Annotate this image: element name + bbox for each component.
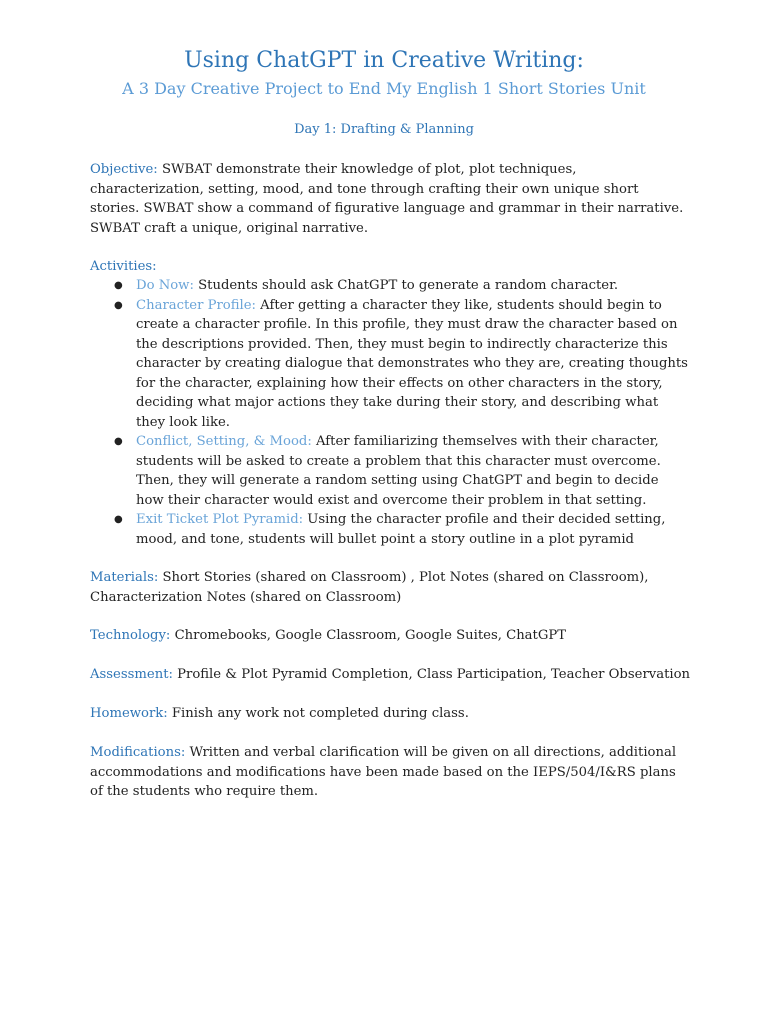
bullet-icon: ● — [114, 514, 123, 525]
list-item — [90, 276, 690, 296]
activity-label: Character Profile: — [136, 297, 256, 313]
homework-text: Finish any work not completed during class. — [167, 706, 469, 721]
list-item — [90, 296, 690, 433]
modifications-label: Modifications: — [90, 745, 186, 760]
assessment-text: Profile & Plot Pyramid Completion, Class Participation, Teacher Observation — [172, 667, 691, 682]
bullet-icon: ● — [114, 299, 123, 311]
activity-label: Do Now: — [136, 278, 194, 293]
objective-text: SWBAT demonstrate their knowledge of plot, plot techniques, characterization, setting, mood, and tone through crafting their own unique short stories. SWBAT show a command of figurative language and grammar in their narrative. SWBAT craft a unique, original narrative. — [90, 162, 684, 236]
materials-text: Short Stories (shared on Classroom) , Plot Notes (shared on Classroom), Characterization Notes (shared on Classroom) — [90, 570, 649, 605]
activity-text: After getting a character they like, students should begin to create a character profile. In this profile, they must draw the character based on the descriptions provided. Then, they must begin to indirectly characterize this character by creating dialogue that demonstrates who they are, creating thoughts for the character, explaining how their effects on other characters in the story, deciding what major actions they take during their story, and describing what they look like. — [136, 297, 688, 430]
objective-section — [90, 160, 690, 238]
modifications-section — [90, 743, 690, 802]
technology-label: Technology: — [90, 628, 171, 643]
assessment-section — [90, 665, 690, 685]
assessment-label: Assessment: — [90, 667, 173, 682]
materials-section — [90, 568, 690, 607]
activity-text: Students should ask ChatGPT to generate a random character. — [193, 278, 619, 293]
bullet-icon: ● — [114, 280, 123, 291]
materials-label: Materials: — [90, 570, 159, 585]
document-subtitle: A 3 Day Creative Project to End My English 1 Short Stories Unit — [122, 79, 646, 98]
objective-label: Objective: — [90, 162, 158, 177]
activity-label: Exit Ticket Plot Pyramid: — [136, 512, 304, 527]
list-item — [90, 510, 690, 549]
bullet-icon: ● — [114, 436, 123, 447]
modifications-text: Written and verbal clarification will be given on all directions, additional accommodations and modifications have been made based on the IEPS/504/I&RS plans of the students who require them. — [90, 745, 677, 799]
document-title: Using ChatGPT in Creative Writing: — [184, 48, 584, 73]
homework-label: Homework: — [90, 706, 168, 721]
activities-list — [90, 276, 690, 549]
activity-text: After familiarizing themselves with their character, students will be asked to create a problem that this character must overcome. Then, they will generate a random setting using ChatGPT and begin to decide how their character would exist and overcome their problem in that setting. — [136, 434, 661, 508]
homework-section — [90, 704, 690, 724]
activity-text: Using the character profile and their decided setting, mood, and tone, students will bullet point a story outline in a plot pyramid — [136, 512, 666, 547]
day-heading: Day 1: Drafting & Planning — [294, 122, 474, 137]
technology-section — [90, 626, 690, 646]
technology-text: Chromebooks, Google Classroom, Google Suites, ChatGPT — [170, 628, 567, 643]
list-item — [90, 432, 690, 510]
activity-label: Conflict, Setting, & Mood: — [136, 434, 312, 449]
activities-label: Activities: — [90, 259, 157, 274]
activities-heading — [90, 257, 690, 277]
